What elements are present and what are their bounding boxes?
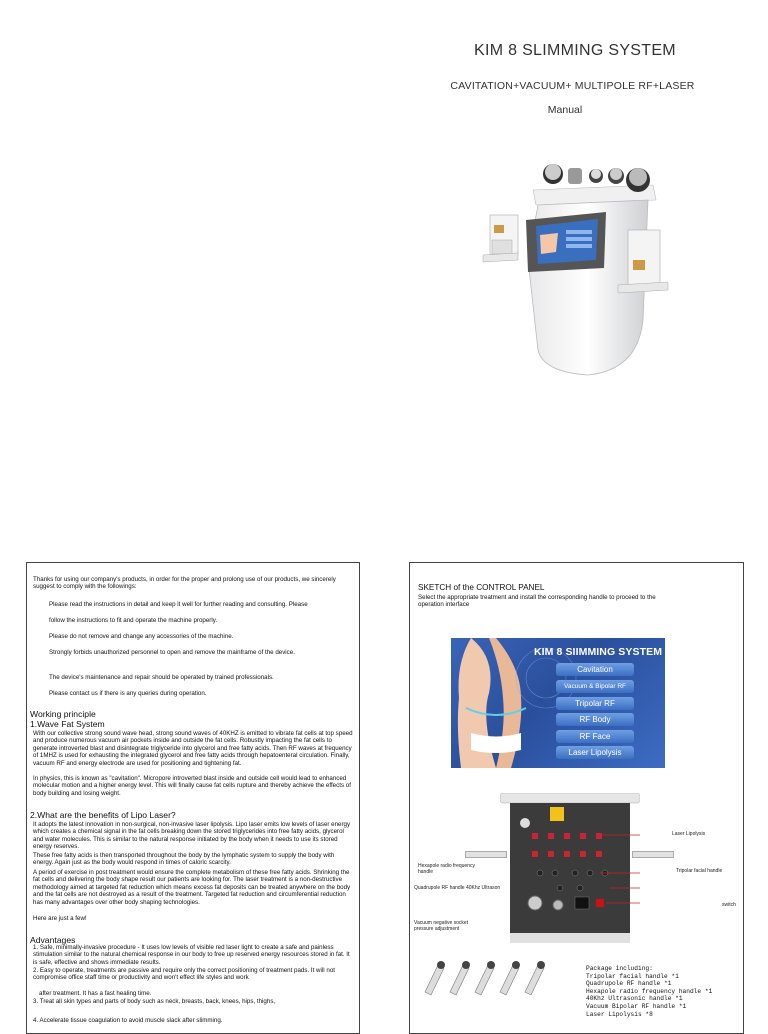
intro-paragraph: Thanks for using our company's products, in order for the proper and prolong use of our products, we sincerely suggest to comply with the followings: [33,576,336,591]
document-type-label: Manual [547,104,583,116]
package-item: Laser Lipolysis *8 [586,1010,653,1018]
document-title: KIM 8 SLIMMING SYSTEM [474,42,676,59]
package-item: Hexapole radio frequency handle *1 [586,987,713,995]
package-list [586,965,736,1018]
section2-paragraph-4: Here are just a few! [33,915,87,922]
menu-button-vacuum-bipolar-rf[interactable]: Vacuum & Bipolar RF [556,680,634,693]
advantage-item: 1. Safe, minimally-invasive procedure - It uses low levels of visible red laser light to create a safe and painless stimulation similar to the natural chemical response in our body to free up reserved energy resources stored in fat. It is safe, effective and shows immediate results. [33,944,350,966]
note-item: The device's maintenance and repair should be operated by trained professionals. [49,674,274,681]
side-arm-left [465,851,507,858]
menu-button-tripolar-rf[interactable]: Tripolar RF [556,697,634,710]
note-item: Strongly forbids unauthorized personnel to open and remove the mainframe of the device. [49,649,295,656]
promo-title: KIM 8 SIIMMING SYSTEM [533,646,663,658]
package-item: 40Khz Ultrasonic handle *1 [586,995,683,1003]
callout-laser-lipolysis: Laser Lipolysis [672,831,706,837]
document-subtitle: CAVITATION+VACUUM+ MULTIPOLE RF+LASER [450,80,695,92]
advantage-item: 2. Easy to operate, treatments are passive and require only the correct positioning of treatment pads. It will not compromise office staff time or productivity and won't effect life styles and work [33,967,335,982]
menu-button-laser-lipolysis[interactable]: Laser Lipolysis [556,746,634,759]
working-principle-heading: Working principle [30,709,96,719]
machine-back-panel-image [500,793,640,948]
note-item: Please contact us if there is any queries during operation. [49,690,207,697]
section2-paragraph: It adopts the latest innovation in non-surgical, non-invasive laser lipolysis. Lipo laser emits low levels of laser energy which creates a chemical signal in the fat cells breaking down the stored triglycerides into free fatty acids, glycerol and water molecules. This is similar to the natural response initiated by the body when it needs to use its stored energy reserves. [33,821,351,851]
section2-heading: 2.What are the benefits of Lipo Laser? [30,810,176,820]
note-item: follow the instructions to fit and operate the machine properly. [49,617,218,624]
menu-button-rf-body[interactable]: RF Body [556,713,634,726]
section2-paragraph-2: These free fatty acids is then transported throughout the body by the lymphatic system to supply the body with energy. Again just as the body would respond in times of caloric scarcity. [33,852,335,867]
section2-paragraph-3: A period of exercise in post treatment would ensure the complete metabolism of these free fatty acids. Shrinking the fat cells and delivering the body shape result our patients are looking for. The laser treatment is a non-destructive methodology aimed at targeted fat reduction which means excess fat deposits can be treated anywhere on the body and the fat cells are not destroyed as a result of the treatment. Targeted fat reduction and circumferential reduction has many advantages over other body shaping technologies. [33,869,351,906]
section1-paragraph: With our collective strong sound wave head, strong sound waves of 40KHZ is emitted to vibrate fat cells at top speed and produce numerous vacuum air pockets inside and outside the fat cells. Robustly impacting the fat cells to generate introverted blast and disintegrate triglyceride into glycerol and free fatty acids. Then RF waves at frequency of 1MHZ is used for exhausting the integrated glycerol and free fatty acids through hepatoenteral circulation. Finally, vacuum RF and energy electrode are used for positioning and tightening fat. [33,730,353,767]
advantages-heading: Advantages [30,935,76,945]
control-panel-screen-image [451,638,665,768]
callout-switch: switch [722,902,736,908]
sketch-instructions: Select the appropriate treatment and install the corresponding handle to proceed to the operation interface [418,594,656,609]
callout-tripolar: Tripolar facial handle [676,868,723,874]
side-arm-right [632,851,674,858]
advantage-item: 3. Treat all skin types and parts of body such as neck, breasts, back, knees, hips, thighs, [33,998,276,1005]
package-item: Tripolar facial handle *1 [586,972,679,980]
sketch-heading: SKETCH of the CONTROL PANEL [418,583,545,592]
manual-right-page [409,562,744,1034]
device-product-image [478,160,678,380]
note-item: Please read the instructions in detail and keep it well for further reading and consulting. Please [49,601,308,608]
package-heading: Package including: [586,965,653,972]
package-item: Vacuum Bipolar RF handle *1 [586,1002,687,1010]
menu-button-rf-face[interactable]: RF Face [556,730,634,743]
manual-left-page [26,562,360,1034]
handles-image [420,957,550,997]
advantage-item: after treatment. It has a fast healing time. [39,990,152,997]
callout-quadrupole: Quadrupole RF handle 40Khz Ultrason [414,885,501,891]
menu-button-cavitation[interactable]: Cavitation [556,663,634,676]
note-item: Please do not remove and change any accessories of the machine. [49,633,234,640]
section1-paragraph-2: In physics, this is known as "cavitation". Micropore introverted blast inside and outside cell would lead to enhanced molecular motion and a higher energy level. This will finally cause fat cells rupture and thereby achieve the effects of body building and losing weight. [33,775,351,797]
advantage-item: 4. Accelerate tissue coagulation to avoid muscle slack after slimming. [33,1017,223,1024]
callout-vacuum: Vacuum negative socket pressure adjustment [414,920,469,932]
package-item: Quadrupole RF handle *1 [586,980,672,988]
section1-heading: 1.Wave Fat System [30,719,105,729]
callout-hexapole: Hexapole radio frequency handle [418,863,475,875]
